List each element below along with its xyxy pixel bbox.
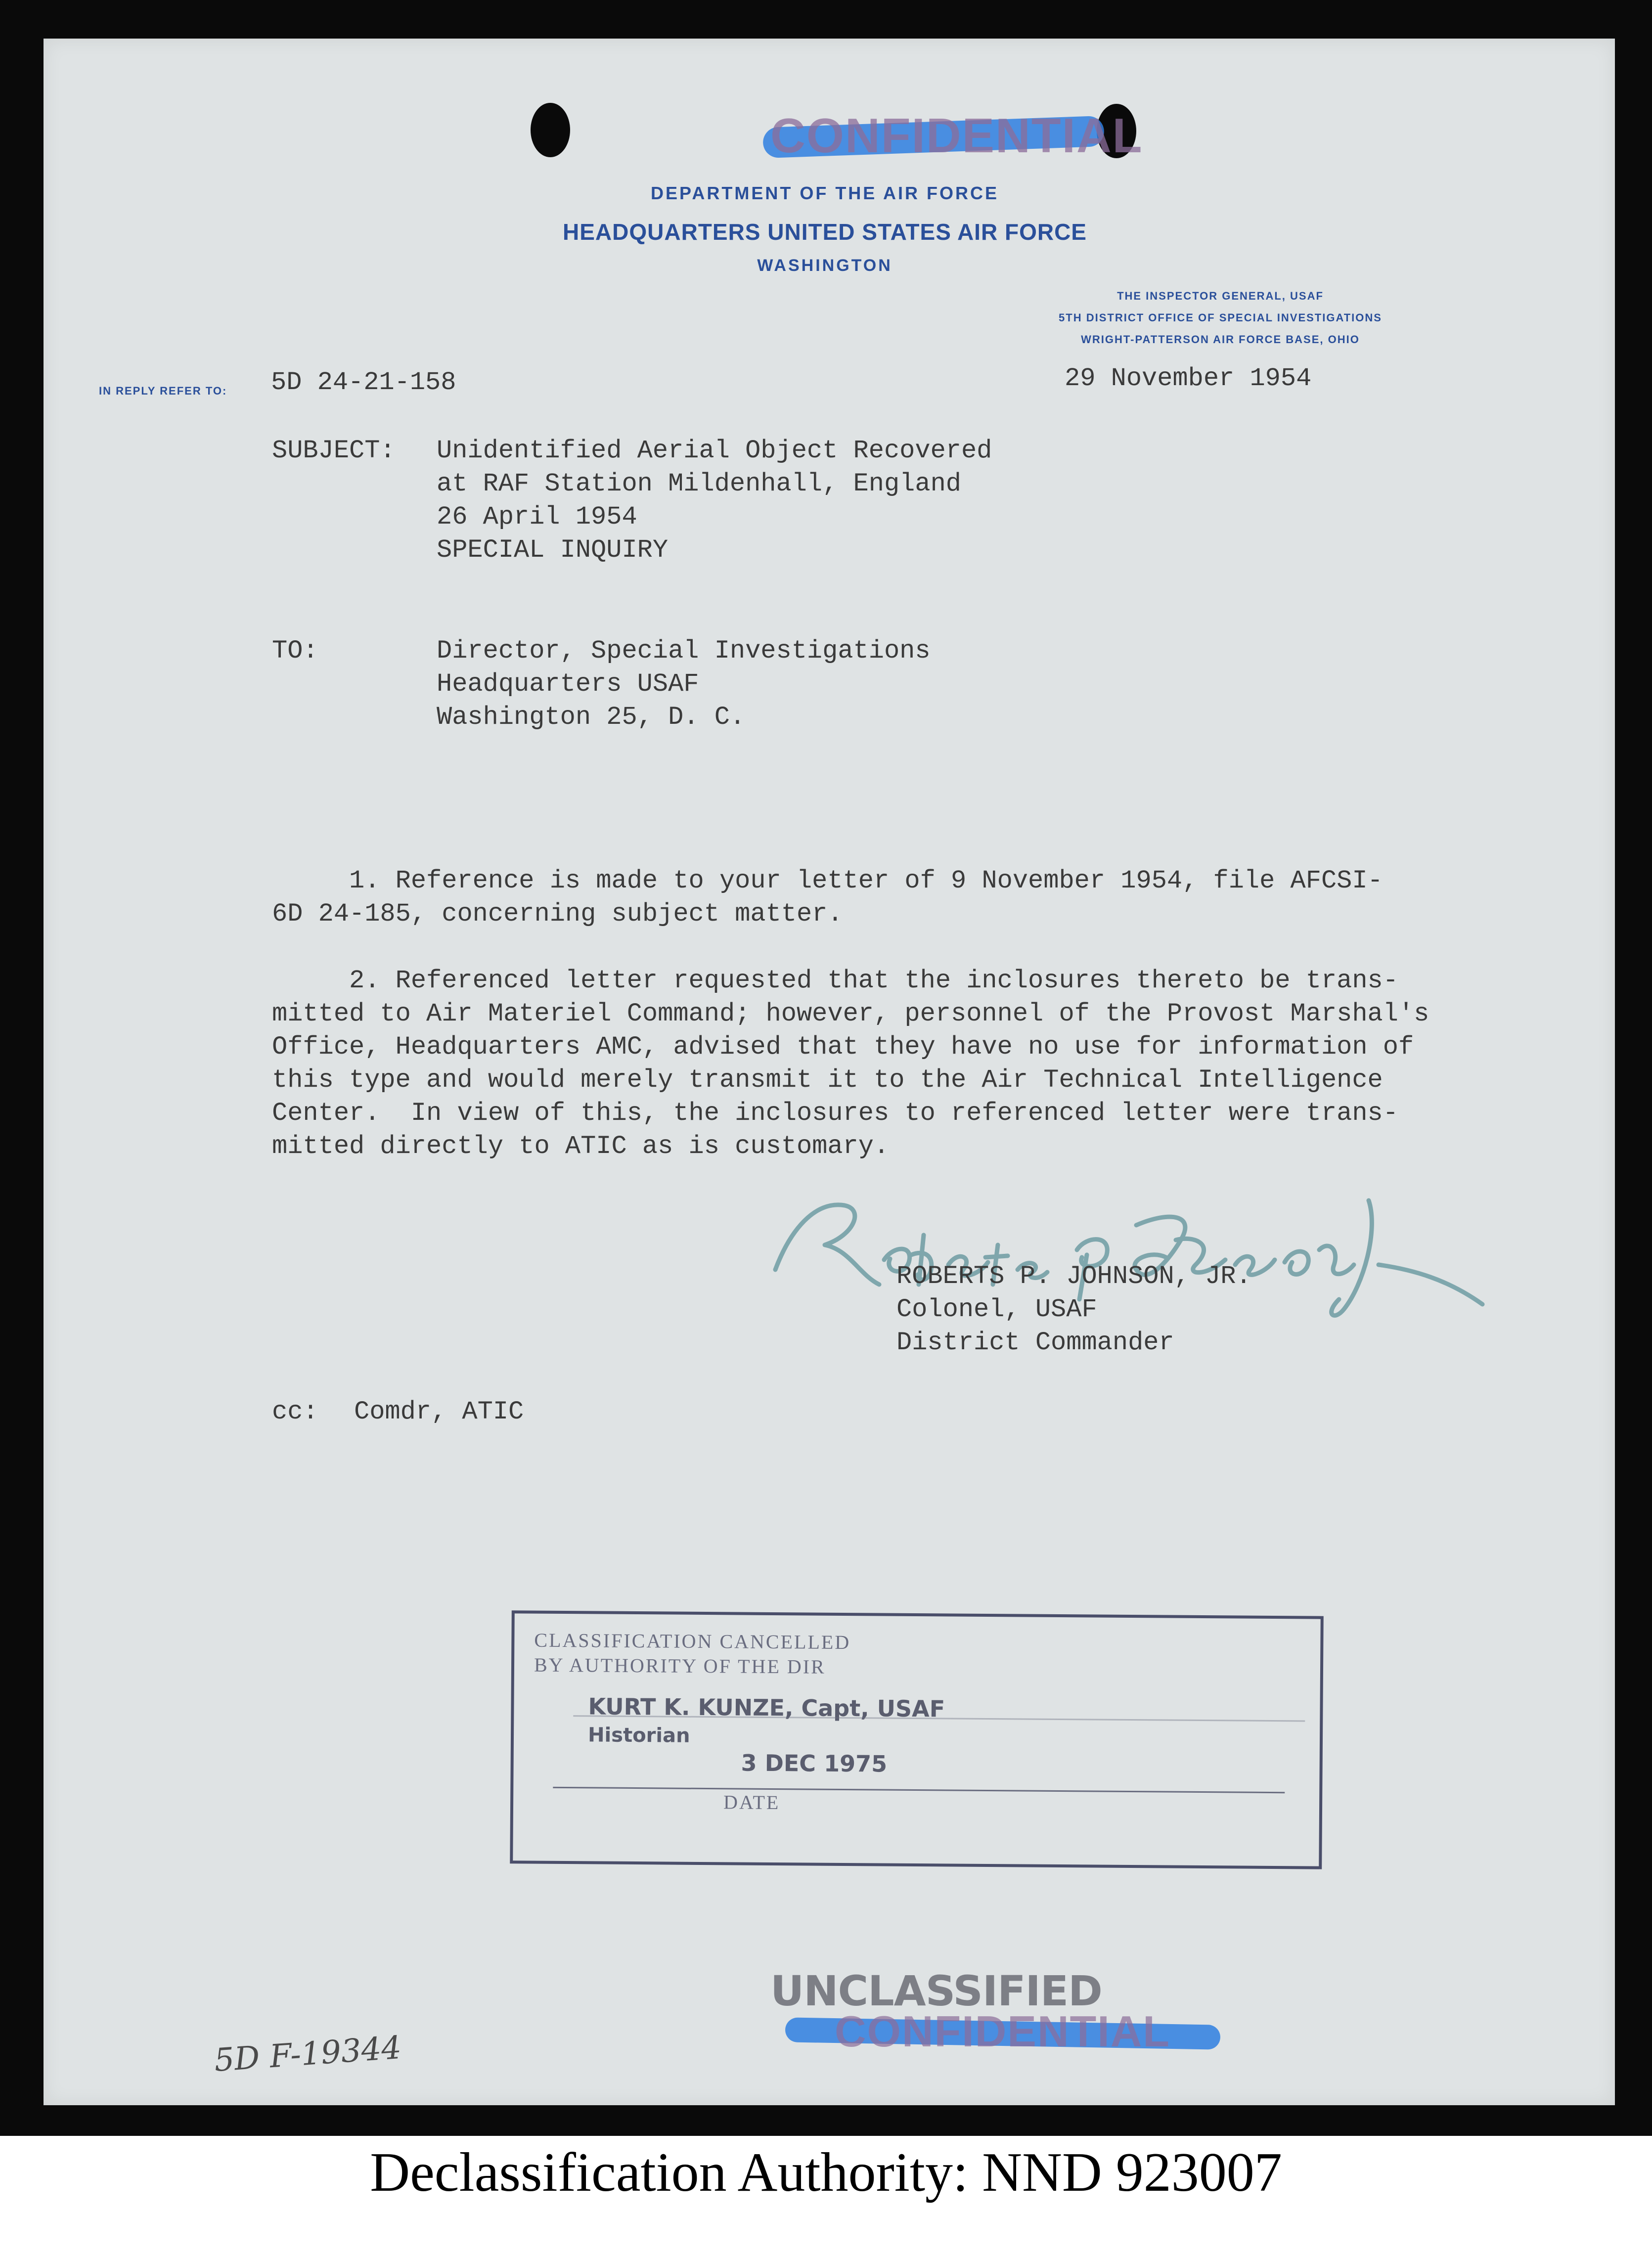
- body-paragraph-1-line: 6D 24-185, concerning subject matter.: [272, 899, 843, 929]
- body-paragraph-2-line: 2. Referenced letter requested that the inclosures thereto be trans-: [272, 966, 1398, 995]
- body-paragraph-2-line: this type and would merely transmit it to the Air Technical Intelligence: [272, 1065, 1383, 1095]
- stamp-date-value: 3 DEC 1975: [741, 1749, 888, 1777]
- confidential-stamp-top: CONFIDENTIAL: [770, 108, 1143, 163]
- document-page: [44, 39, 1615, 2105]
- stamp-date-rule: [553, 1787, 1285, 1793]
- stamp-line-2: BY AUTHORITY OF THE DIR: [534, 1653, 826, 1678]
- office-line-1: THE INSPECTOR GENERAL, USAF: [1117, 290, 1324, 302]
- to-line: Washington 25, D. C.: [437, 703, 746, 732]
- confidential-stamp-bottom: CONFIDENTIAL: [835, 2007, 1171, 2056]
- handwritten-signature: [760, 1171, 1502, 1339]
- stamp-date-label: DATE: [723, 1791, 780, 1814]
- stamp-line-1: CLASSIFICATION CANCELLED: [534, 1629, 851, 1654]
- letterhead-city: WASHINGTON: [757, 256, 893, 275]
- subject-line: SPECIAL INQUIRY: [437, 535, 669, 565]
- body-paragraph-2-line: mitted directly to ATIC as is customary.: [272, 1132, 890, 1161]
- subject-line: 26 April 1954: [437, 502, 637, 531]
- body-paragraph-2-line: Center. In view of this, the inclosures to referenced letter were trans-: [272, 1099, 1398, 1128]
- office-line-2: 5TH DISTRICT OFFICE OF SPECIAL INVESTIGATIONS: [1059, 311, 1382, 324]
- reply-refer-label: IN REPLY REFER TO:: [99, 385, 227, 397]
- unclassified-stamp: UNCLASSIFIED: [770, 1967, 1102, 2015]
- letterhead-department: DEPARTMENT OF THE AIR FORCE: [651, 183, 999, 203]
- body-paragraph-2-line: Office, Headquarters AMC, advised that they have no use for information of: [272, 1032, 1414, 1062]
- declassification-stamp: [510, 1610, 1324, 1869]
- to-label: TO:: [272, 636, 318, 665]
- cc-recipient: Comdr, ATIC: [354, 1397, 524, 1426]
- stamp-officer: KURT K. KUNZE, Capt, USAF: [588, 1693, 945, 1723]
- body-paragraph-2-line: mitted to Air Materiel Command; however, personnel of the Provost Marshal's: [272, 999, 1429, 1028]
- punch-hole-left: [531, 103, 570, 157]
- reference-number: 5D 24-21-158: [271, 368, 456, 397]
- subject-line: Unidentified Aerial Object Recovered: [437, 436, 992, 465]
- to-line: Headquarters USAF: [437, 669, 699, 699]
- subject-line: at RAF Station Mildenhall, England: [437, 469, 961, 498]
- declassification-caption: Declassification Authority: NND 923007: [370, 2142, 1282, 2203]
- letterhead-headquarters: HEADQUARTERS UNITED STATES AIR FORCE: [563, 219, 1087, 245]
- handwritten-file-note: 5D F-19344: [213, 2029, 403, 2080]
- body-paragraph-1-line: 1. Reference is made to your letter of 9 November 1954, file AFCSI-: [272, 866, 1383, 895]
- signatory-title: District Commander: [896, 1328, 1174, 1357]
- subject-label: SUBJECT:: [272, 436, 396, 465]
- cc-label: cc:: [272, 1397, 318, 1426]
- signatory-rank: Colonel, USAF: [896, 1295, 1097, 1324]
- office-line-3: WRIGHT-PATTERSON AIR FORCE BASE, OHIO: [1081, 333, 1360, 346]
- letter-date: 29 November 1954: [1065, 364, 1312, 393]
- stamp-officer-title: Historian: [587, 1724, 690, 1747]
- to-line: Director, Special Investigations: [437, 636, 931, 665]
- signatory-name: ROBERTS P. JOHNSON, JR.: [896, 1262, 1251, 1291]
